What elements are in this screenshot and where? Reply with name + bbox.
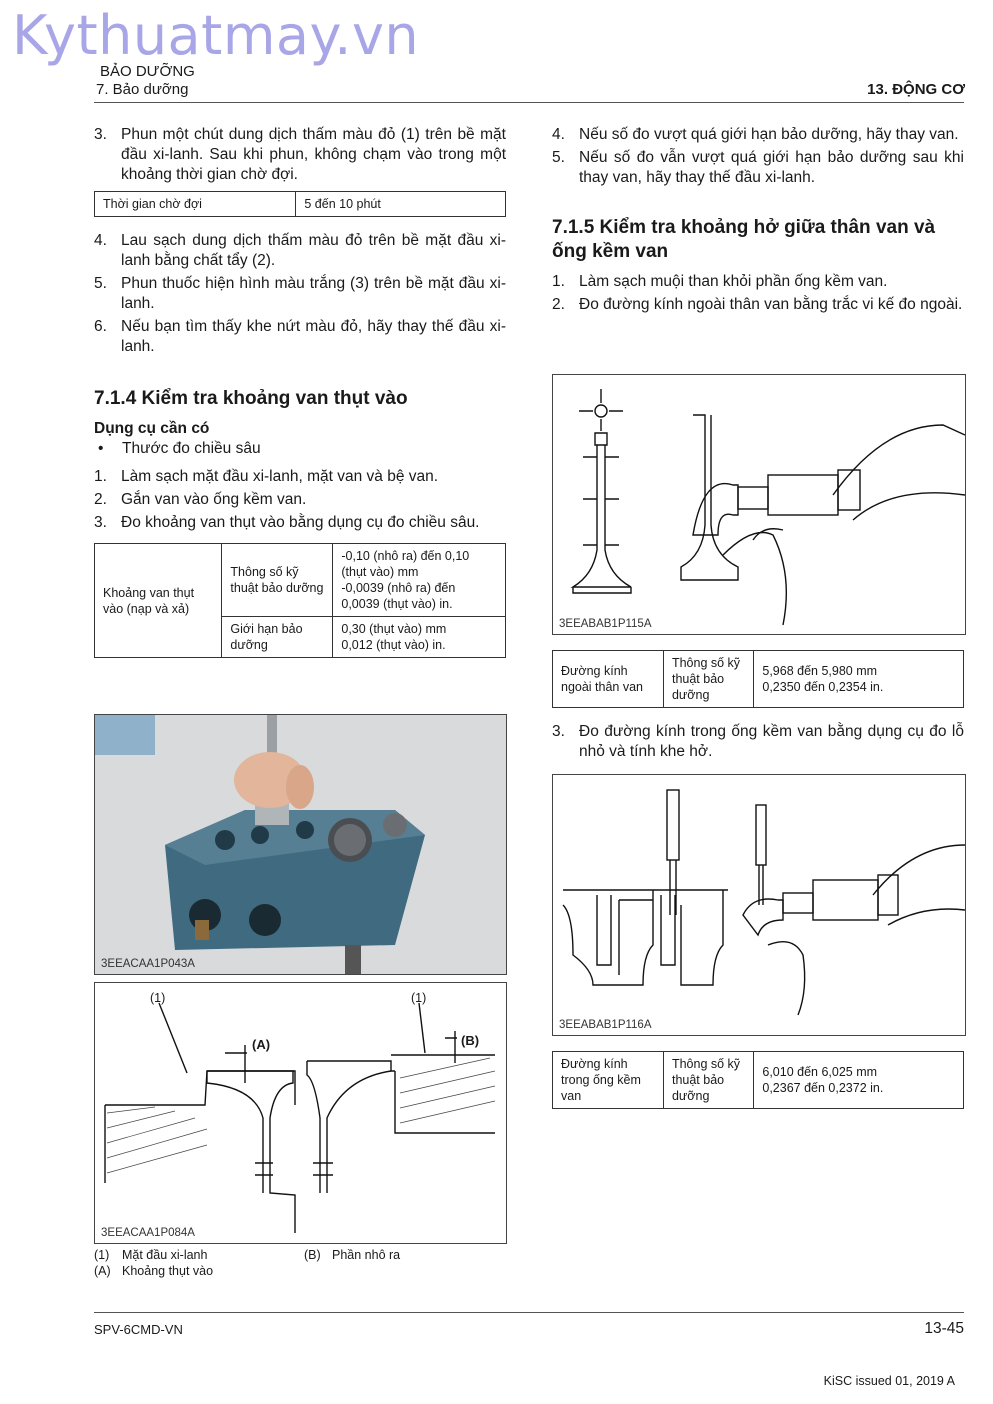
list-item: 4. Nếu số đo vượt quá giới hạn bảo dưỡng, hãy thay van. [552,126,959,143]
valve-stem-drawing [553,375,965,634]
figure-code: 3EEABAB1P115A [559,618,652,630]
stem-diameter-table [552,650,964,708]
list-item: 1. Làm sạch mặt đầu xi-lanh, mặt van và bệ van. [94,468,439,485]
left-column [94,125,506,658]
callout-1-right: (1) [411,991,427,1005]
legend-item: (1) Mặt đầu xi-lanh [94,1248,208,1262]
table-row [95,544,506,617]
table-cell: 0,30 (thụt vào) mm 0,012 (thụt vào) in. [333,617,506,658]
table-row [553,651,964,708]
tools-heading: Dụng cụ cần có [94,420,210,437]
header-subsection: 7. Bảo dưỡng [96,81,189,98]
figure-legend [94,1247,506,1279]
table-cell: Khoảng van thụt vào (nạp và xả) [95,544,222,658]
header-section: BẢO DƯỠNG [100,63,195,80]
callout-a: (A) [252,1037,271,1052]
table-cell: Đường kính trong ống kềm van [553,1052,664,1109]
figure-valve-guide-measure [552,774,966,1036]
guide-diameter-table [552,1051,964,1109]
wait-time-table [94,191,506,217]
section-heading-7-1-4: 7.1.4 Kiểm tra khoảng van thụt vào [94,388,408,409]
figure-valve-recess-diagram [94,982,507,1244]
list-item: 5. Nếu số đo vẫn vượt quá giới hạn bảo dưỡng sau khi thay van, hãy thay thế đầu xi-lanh. [552,149,964,186]
cylinder-head-photo-image [95,715,506,974]
table-cell: Thông số kỹ thuật bảo dưỡng [663,651,753,708]
table-cell: 5 đến 10 phút [296,192,506,217]
list-item: 2. Đo đường kính ngoài thân van bằng trắc vi kế đo ngoài. [552,296,963,313]
valve-recess-drawing [95,983,506,1243]
list-item: • Thước đo chiều sâu [98,440,261,457]
page-header-left [96,63,195,99]
footer-doc-code: SPV-6CMD-VN [94,1322,183,1337]
table-cell: -0,10 (nhô ra) đến 0,10 (thụt vào) mm -0,0039 (nhô ra) đến 0,0039 (thụt vào) in. [333,544,506,617]
figure-code: 3EEACAA1P084A [101,1227,195,1239]
table-cell: Đường kính ngoài thân van [553,651,664,708]
list-item: 3. Phun một chút dung dịch thấm màu đỏ (1) trên bề mặt đầu xi-lanh. Sau khi phun, không chạm vào trong một khoảng thời gian chờ đợi. [94,126,506,183]
table-cell: Thông số kỹ thuật bảo dưỡng [663,1052,753,1109]
footer-page-number: 13-45 [924,1320,964,1337]
table-cell: 6,010 đến 6,025 mm 0,2367 đến 0,2372 in. [754,1052,964,1109]
table-cell: Thời gian chờ đợi [95,192,296,217]
figure-cylinder-head-photo [94,714,507,975]
figure-code: 3EEABAB1P116A [559,1019,652,1031]
list-item: 1. Làm sạch muội than khỏi phần ống kềm van. [552,273,888,290]
table-row [95,192,506,217]
list-item: 2. Gắn van vào ống kềm van. [94,491,307,508]
header-divider [94,102,964,103]
table-cell: Thông số kỹ thuật bảo dưỡng [222,544,333,617]
section-heading-7-1-5: 7.1.5 Kiểm tra khoảng hở giữa thân van và ống kềm van [552,217,936,262]
table-row [553,1052,964,1109]
site-watermark: Kythuatmay.vn [12,4,420,67]
callout-1-left: (1) [150,991,166,1005]
callout-b: (B) [461,1033,480,1048]
header-chapter: 13. ĐỘNG CƠ [867,81,965,98]
list-item: 3. Đo khoảng van thụt vào bằng dụng cụ đo chiều sâu. [94,514,480,531]
figure-valve-stem-measure [552,374,966,635]
valve-recess-table [94,543,506,658]
right-column-step3 [552,722,964,765]
valve-guide-drawing [553,775,965,1035]
table-cell: Giới hạn bảo dưỡng [222,617,333,658]
legend-item: (A) Khoảng thụt vào [94,1264,214,1278]
list-item: 6. Nếu bạn tìm thấy khe nứt màu đỏ, hãy thay thế đầu xi-lanh. [94,318,506,355]
legend-item: (B) Phần nhô ra [304,1248,401,1262]
footer-divider [94,1312,964,1313]
footer-issued: KiSC issued 01, 2019 A [823,1374,955,1388]
figure-code: 3EEACAA1P043A [101,958,195,970]
list-item: 4. Lau sạch dung dịch thấm màu đỏ trên bề mặt đầu xi-lanh bằng chất tẩy (2). [94,232,506,269]
list-item: 5. Phun thuốc hiện hình màu trắng (3) trên bề mặt đầu xi-lanh. [94,275,506,312]
table-cell: 5,968 đến 5,980 mm 0,2350 đến 0,2354 in. [754,651,964,708]
right-column [552,125,964,318]
list-item: 3. Đo đường kính trong ống kềm van bằng dụng cụ đo lỗ nhỏ và tính khe hở. [552,723,964,760]
